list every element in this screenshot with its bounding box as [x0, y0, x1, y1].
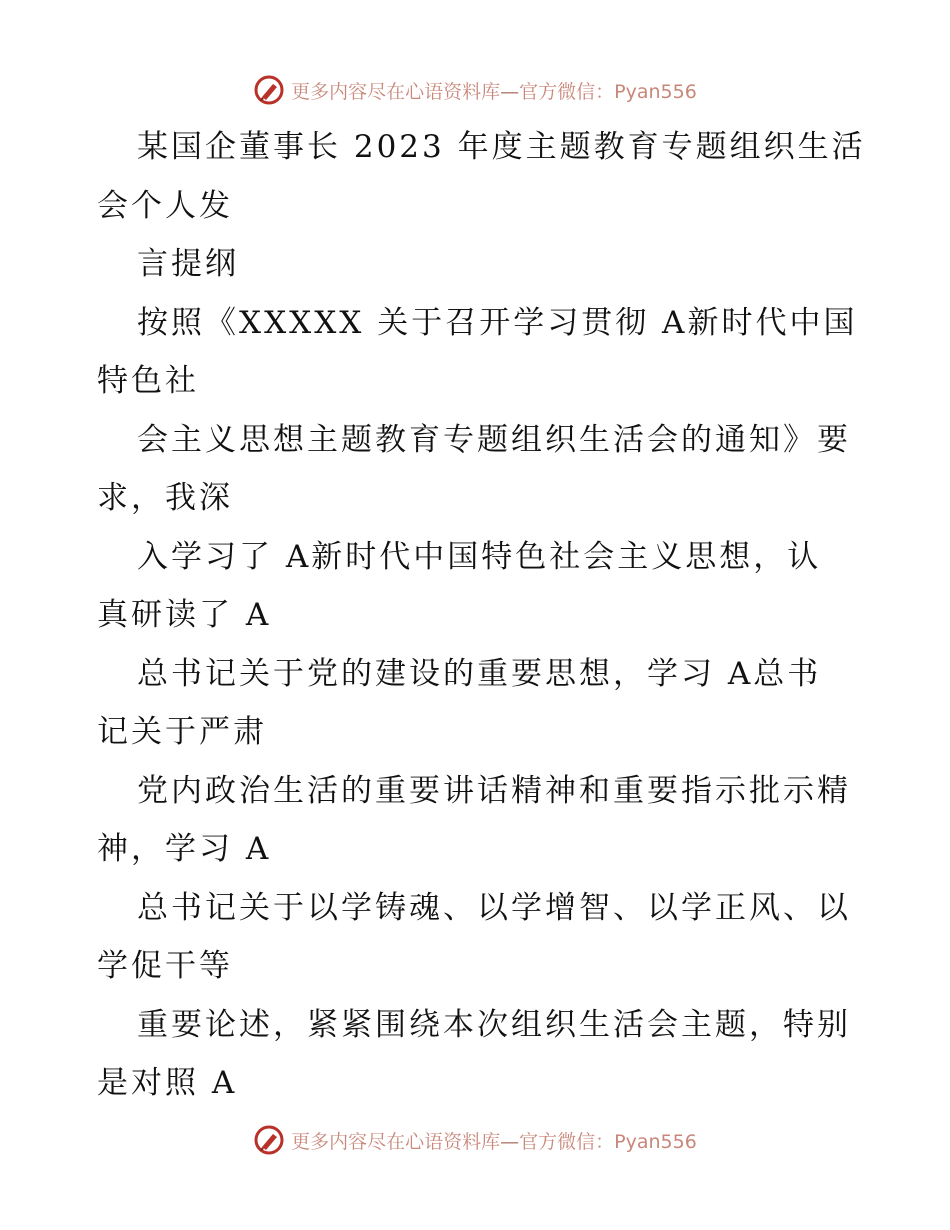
doc-line: 真研读了 A — [97, 597, 272, 633]
doc-line: 记关于严肃 — [97, 714, 267, 750]
doc-line: 总书记关于以学铸魂、以学增智、以学正风、以 — [137, 889, 851, 926]
footer-banner — [0, 1120, 950, 1160]
header-wechat-text: 官方微信：Pyan556 — [519, 80, 697, 103]
doc-line: 某国企董事长 2023 年度主题教育专题组织生活 — [137, 129, 866, 165]
footer-banner-text — [291, 1127, 697, 1154]
footer-wechat-text: 官方微信：Pyan556 — [519, 1130, 697, 1153]
doc-line: 求，我深 — [97, 480, 233, 516]
doc-line: 重要论述，紧紧围绕本次组织生活会主题，特别 — [137, 1006, 851, 1043]
doc-line: 会主义思想主题教育专题组织生活会的通知》要 — [137, 421, 851, 458]
footer-separator: — — [500, 1130, 520, 1153]
document-body — [97, 118, 866, 1113]
doc-line: 入学习了 A新时代中国特色社会主义思想，认 — [137, 538, 822, 575]
doc-line: 会个人发 — [97, 187, 233, 224]
pen-logo-icon — [253, 1124, 285, 1156]
header-banner — [0, 70, 950, 110]
doc-line: 党内政治生活的重要讲话精神和重要指示批示精 — [137, 772, 851, 809]
header-banner-text — [291, 77, 697, 104]
doc-line: 是对照 A — [97, 1065, 238, 1101]
header-site-text: 更多内容尽在心语资料库 — [291, 80, 501, 103]
doc-line: 总书记关于党的建设的重要思想，学习 A总书 — [137, 655, 822, 692]
pen-logo-icon — [253, 74, 285, 106]
doc-line: 神，学习 A — [97, 831, 272, 867]
doc-line: 特色社 — [97, 363, 199, 399]
doc-line: 言提纲 — [137, 246, 239, 282]
header-separator: — — [500, 80, 520, 103]
footer-site-text: 更多内容尽在心语资料库 — [291, 1130, 501, 1153]
doc-line: 按照《XXXXX 关于召开学习贯彻 A新时代中国 — [137, 304, 858, 341]
doc-line: 学促干等 — [97, 948, 233, 984]
